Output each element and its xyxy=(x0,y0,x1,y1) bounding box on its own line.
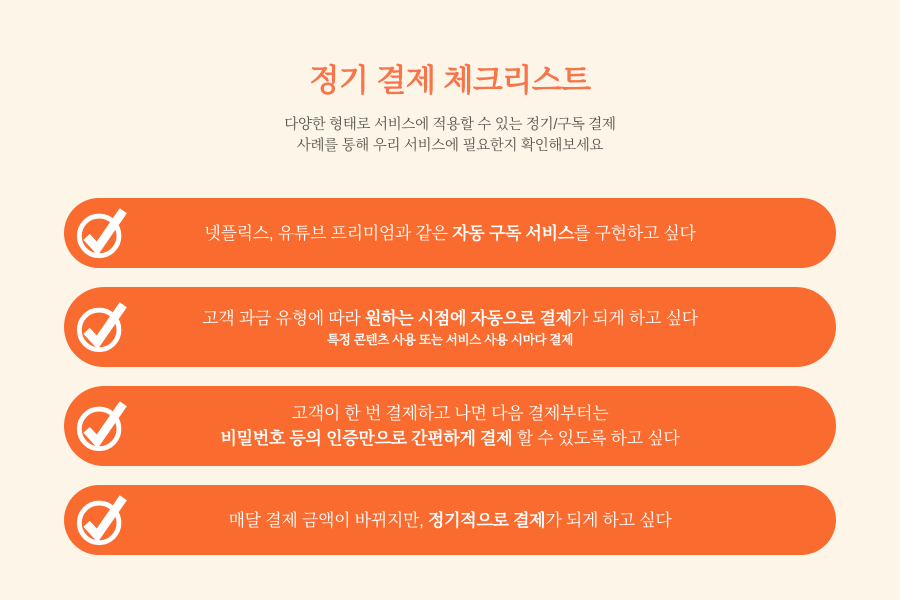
checklist-item xyxy=(64,485,836,555)
checklist-subtext: 특정 콘텐츠 사용 또는 서비스 사용 시마다 결제 xyxy=(327,332,573,347)
check-circle-icon xyxy=(74,204,132,262)
checklist-item-text xyxy=(229,508,672,533)
checklist-item-text xyxy=(202,306,698,349)
page-subtitle xyxy=(0,115,900,157)
checklist-item-text xyxy=(204,221,695,246)
checklist-text-line: 넷플릭스, 유튜브 프리미엄과 같은 자동 구독 서비스를 구현하고 싶다 xyxy=(204,223,696,243)
checklist-text-line: 비밀번호 등의 인증만으로 간편하게 결제 할 수 있도록 하고 싶다 xyxy=(220,429,680,448)
checklist xyxy=(64,198,836,555)
check-circle-icon xyxy=(74,397,132,455)
subtitle-line-1: 다양한 형태로 서비스에 적용할 수 있는 정기/구독 결제 xyxy=(284,117,616,133)
checklist-text-line: 고객 과금 유형에 따라 원하는 시점에 자동으로 결제가 되게 하고 싶다 xyxy=(202,308,698,328)
check-circle-icon xyxy=(74,298,132,356)
check-circle-icon xyxy=(74,491,132,549)
header xyxy=(0,0,900,157)
checklist-item xyxy=(64,198,836,268)
checklist-text-line: 고객이 한 번 결제하고 나면 다음 결제부터는 xyxy=(291,404,609,423)
page-title: 정기 결제 체크리스트 xyxy=(309,63,591,98)
checklist-text-line: 매달 결제 금액이 바뀌지만, 정기적으로 결제가 되게 하고 싶다 xyxy=(228,510,672,530)
subtitle-line-2: 사례를 통해 우리 서비스에 필요한지 확인해보세요 xyxy=(296,138,604,154)
checklist-item xyxy=(64,287,836,367)
checklist-item-text xyxy=(221,401,680,451)
checklist-item xyxy=(64,386,836,466)
